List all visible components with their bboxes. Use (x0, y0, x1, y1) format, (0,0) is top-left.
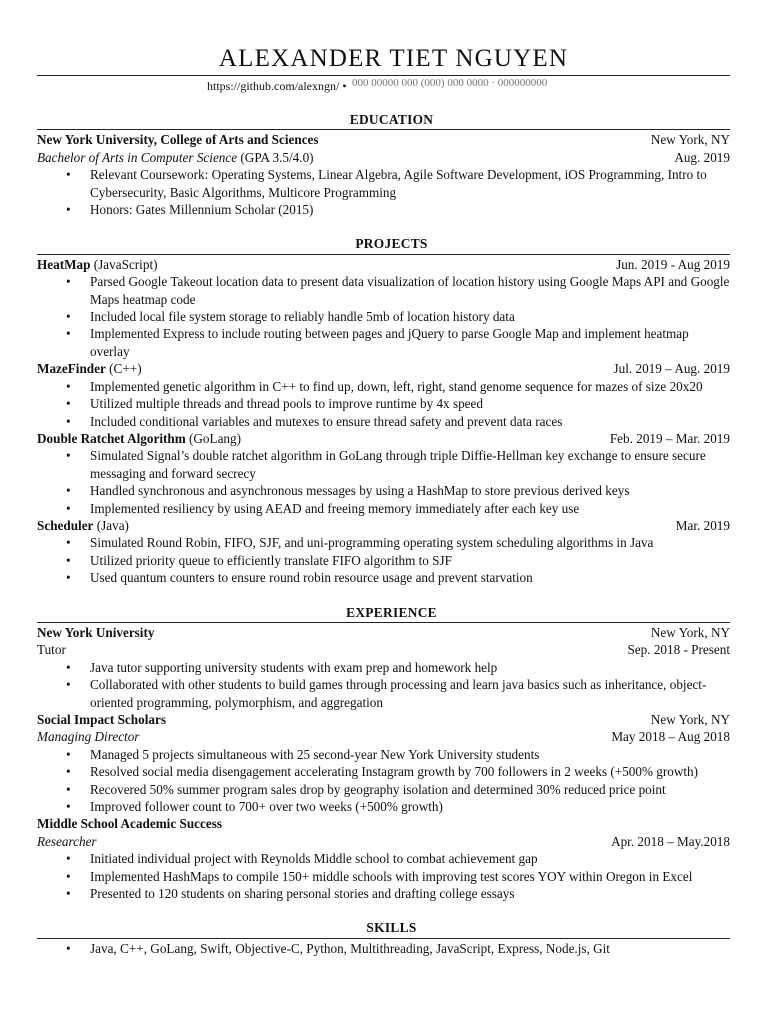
project-language: (GoLang) (185, 430, 242, 446)
list-item: • Utilized priority queue to efficiently translate FIFO algorithm to SJF (90, 552, 730, 569)
list-item: • Improved follower count to 700+ over two weeks (+500% growth) (90, 798, 730, 815)
project-date: Jul. 2019 – Aug. 2019 (613, 361, 730, 377)
project-bullets (37, 447, 730, 517)
project-name: MazeFinder (37, 361, 106, 377)
degree-name: Bachelor of Arts in Computer Science (37, 149, 238, 165)
organization-name: Middle School Academic Success (37, 816, 222, 832)
section-title-projects: PROJECTS (37, 235, 730, 254)
experience-section (37, 604, 730, 903)
project-bullets (37, 534, 730, 586)
experience-org-row (37, 711, 730, 728)
github-link[interactable]: https://github.com/alexngn/ • (207, 79, 347, 93)
role-date: Apr. 2018 – May.2018 (611, 833, 730, 849)
experience-org-row (37, 624, 730, 641)
organization-location: New York, NY (650, 712, 730, 727)
role-title: Tutor (37, 642, 66, 658)
role-date: Sep. 2018 - Present (627, 642, 730, 658)
list-item: • Used quantum counters to ensure round robin resource usage and prevent starvation (90, 569, 730, 586)
project-bullets (37, 378, 730, 430)
degree-date: Aug. 2019 (674, 149, 730, 165)
skills-section (37, 919, 730, 957)
project-language: (Java) (93, 517, 129, 533)
list-item: • Implemented Express to include routing between pages and jQuery to parse Google Map and implement heatmap overlay (90, 325, 730, 360)
list-item: • Included local file system storage to reliably handle 5mb of location history data (90, 308, 730, 325)
list-item: • Relevant Coursework: Operating Systems, Linear Algebra, Agile Software Development, iOS Programming, Intro to Cybersecurity, Basic Algorithms, Multicore Programming (90, 166, 730, 201)
school-location: New York, NY (650, 132, 730, 148)
contact-line (37, 75, 730, 94)
project-title (37, 360, 142, 377)
education-school-row (37, 131, 730, 148)
redacted-contact-info: 000 00000 000 (000) 000 0000 · 000000000 (352, 77, 548, 89)
section-title-experience: EXPERIENCE (37, 604, 730, 623)
education-bullets (37, 166, 730, 218)
project-name: Scheduler (37, 517, 94, 533)
project-title (37, 517, 129, 534)
role-title: Researcher (37, 833, 97, 849)
experience-org-row (37, 815, 730, 832)
role-title: Managing Director (37, 729, 140, 745)
list-item: • Implemented genetic algorithm in C++ to find up, down, left, right, stand genome sequence for mazes of size 20x20 (90, 378, 730, 395)
project-title (37, 430, 241, 447)
project-name: Double Ratchet Algorithm (37, 430, 186, 446)
organization-name: New York University (37, 624, 155, 640)
skills-bullets (37, 940, 730, 957)
list-item: • Managed 5 projects simultaneous with 25 second-year New York University students (90, 746, 730, 763)
project-date: Jun. 2019 - Aug 2019 (616, 256, 730, 272)
list-item: • Simulated Round Robin, FIFO, SJF, and uni-programming operating system scheduling algorithms in Java (90, 534, 730, 551)
experience-bullets (37, 746, 730, 816)
project-language: (C++) (105, 361, 142, 377)
organization-location: New York, NY (650, 624, 730, 640)
experience-role-row (37, 641, 730, 658)
list-item: • Implemented HashMaps to compile 150+ middle schools with improving test scores YOY within Oregon in Excel (90, 868, 730, 885)
list-item: • Implemented resiliency by using AEAD and freeing memory immediately after each key use (90, 500, 730, 517)
list-item: • Handled synchronous and asynchronous messages by using a HashMap to store previous derived keys (90, 482, 730, 499)
role-date: May 2018 – Aug 2018 (611, 729, 730, 745)
project-heading-row (37, 430, 730, 447)
candidate-name: ALEXANDER TIET NGUYEN (218, 45, 569, 72)
list-item: • Presented to 120 students on sharing personal stories and drafting college essays (90, 885, 730, 902)
school-name: New York University, College of Arts and Sciences (37, 132, 319, 148)
list-item: • Simulated Signal’s double ratchet algorithm in GoLang through triple Diffie-Hellman key exchange to ensure secure messaging and forward secrecy (90, 447, 730, 482)
education-degree-row (37, 149, 730, 166)
list-item: • Parsed Google Takeout location data to present data visualization of location history using Google Maps API and Google Maps heatmap code (90, 273, 730, 308)
experience-role-row (37, 833, 730, 850)
list-item: • Recovered 50% summer program sales drop by geography isolation and determined 30% reduced price point (90, 781, 730, 798)
project-name: HeatMap (37, 256, 91, 272)
list-item: • Utilized multiple threads and thread pools to improve runtime by 4x speed (90, 395, 730, 412)
project-language: (JavaScript) (90, 256, 158, 272)
project-date: Mar. 2019 (675, 517, 730, 533)
section-title-education: EDUCATION (37, 111, 730, 130)
list-item: • Resolved social media disengagement accelerating Instagram growth by 700 followers in 2 weeks (+500% growth) (90, 763, 730, 780)
list-item: • Initiated individual project with Reynolds Middle school to combat achievement gap (90, 850, 730, 867)
list-item: • Honors: Gates Millennium Scholar (2015) (90, 201, 730, 218)
education-section (37, 111, 730, 218)
project-heading-row (37, 360, 730, 377)
section-title-skills: SKILLS (37, 919, 730, 938)
project-heading-row (37, 517, 730, 534)
degree-wrap (37, 149, 314, 166)
project-title (37, 256, 158, 273)
experience-bullets (37, 659, 730, 711)
experience-role-row (37, 728, 730, 745)
list-item: • Java, C++, GoLang, Swift, Objective-C, Python, Multithreading, JavaScript, Express, Node.js, Git (90, 940, 730, 957)
project-date: Feb. 2019 – Mar. 2019 (609, 430, 730, 446)
experience-bullets (37, 850, 730, 902)
list-item: • Collaborated with other students to build games through processing and learn java basics such as inheritance, object-oriented programming, polymorphism, and aggregation (90, 676, 730, 711)
list-item: • Included conditional variables and mutexes to ensure thread safety and prevent data races (90, 413, 730, 430)
list-item: • Java tutor supporting university students with exam prep and homework help (90, 659, 730, 676)
projects-section (37, 235, 730, 586)
project-heading-row (37, 256, 730, 273)
degree-gpa: (GPA 3.5/4.0) (237, 149, 314, 165)
organization-name: Social Impact Scholars (37, 712, 166, 727)
project-bullets (37, 273, 730, 360)
